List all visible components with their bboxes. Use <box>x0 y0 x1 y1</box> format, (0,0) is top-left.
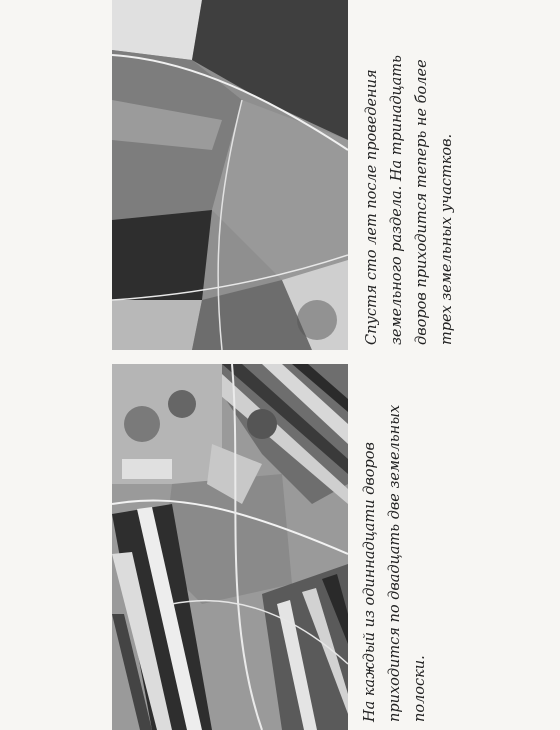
figure-caption-after: Спустя сто лет после проведения земельного раздела. На тринадцать дворов приходится теперь не более трех земельных участков. <box>364 55 455 345</box>
figure-caption-before: На каждый из одиннадцати дворов приходится по двадцать две земельных полоски. <box>362 404 428 722</box>
aerial-map-after <box>112 0 348 350</box>
aerial-map-before <box>112 364 348 730</box>
strip-field-map-image <box>112 364 348 730</box>
consolidated-field-map-image <box>112 0 348 350</box>
